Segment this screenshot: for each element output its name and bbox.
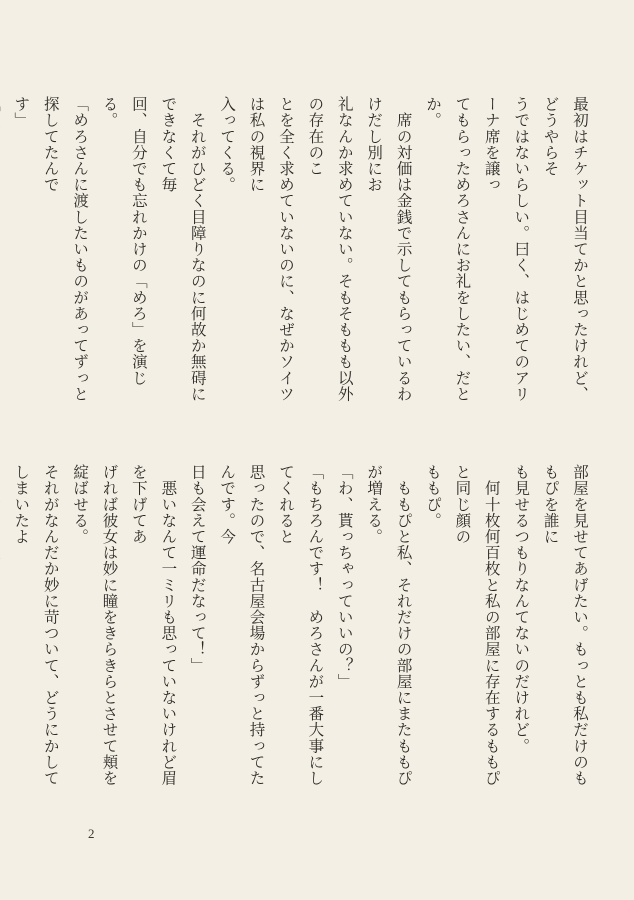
text-line: 礼なんか求めていない。そもそももも以外の存在のこ	[306, 96, 354, 402]
text-line: てもらっためろさんにお礼をしたい、だとか。	[423, 96, 472, 402]
text-line: も見せるつもりなんてないのだけれど。	[512, 464, 531, 754]
text-line: それがなんだか妙に苛ついて、どうにかしてしまいたよ	[12, 464, 60, 786]
text-line: 悪いなんて一ミリも思っていないけれど眉を下げてあ	[129, 464, 178, 786]
text-line: す」	[12, 96, 31, 129]
text-line: 「めろさんに渡したいものがあってずっと探してたんで	[41, 96, 90, 402]
text-line: ももぴ。	[423, 464, 442, 529]
text-line	[0, 464, 6, 786]
text-line: とを全く求めていないのに、なぜかソイツは私の視界に	[247, 96, 295, 402]
text-line: 最初はチケット目当てかと思ったけれど、どうやらそ	[541, 96, 589, 402]
text-line: 「わ、貰っちゃっていいの？」	[335, 464, 354, 690]
text-line: ももぴと私、それだけの部屋にまたももぴが増える。	[365, 464, 413, 786]
text-line	[0, 96, 6, 416]
text-line: それがひどく目障りなのに何故か無碍にできなくて毎	[159, 96, 207, 402]
text-line: 「もちろんです！ めろさんが一番大事にしてくれると	[276, 464, 325, 786]
text-line: げれば彼女は妙に瞳をきらきらとさせて頬を綻ばせる。	[71, 464, 119, 786]
text-line: 思ったので、名古屋会場からずっと持ってたんです。今	[218, 464, 266, 786]
text-column-block-top	[12, 96, 594, 416]
text-line: うではないらしい。曰く、はじめてのアリーナ席を譲っ	[482, 96, 531, 402]
text-line: 入ってくる。	[218, 96, 237, 193]
text-line: 回、自分でも忘れかけの「めろ」を演じる。	[100, 96, 148, 386]
text-line: 日も会えて運命だなって！」	[188, 464, 207, 674]
text-line: 部屋を見せてあげたい。もっとも私だけのももぴを誰に	[541, 464, 589, 786]
text-line: 席の対価は金銭で示してもらっているわけだし別にお	[365, 96, 413, 402]
page-number: 2	[88, 826, 95, 841]
text-column-block-bottom	[12, 464, 594, 786]
text-line: 何十枚何百枚と私の部屋に存在するももぴと同じ顔の	[453, 464, 501, 786]
